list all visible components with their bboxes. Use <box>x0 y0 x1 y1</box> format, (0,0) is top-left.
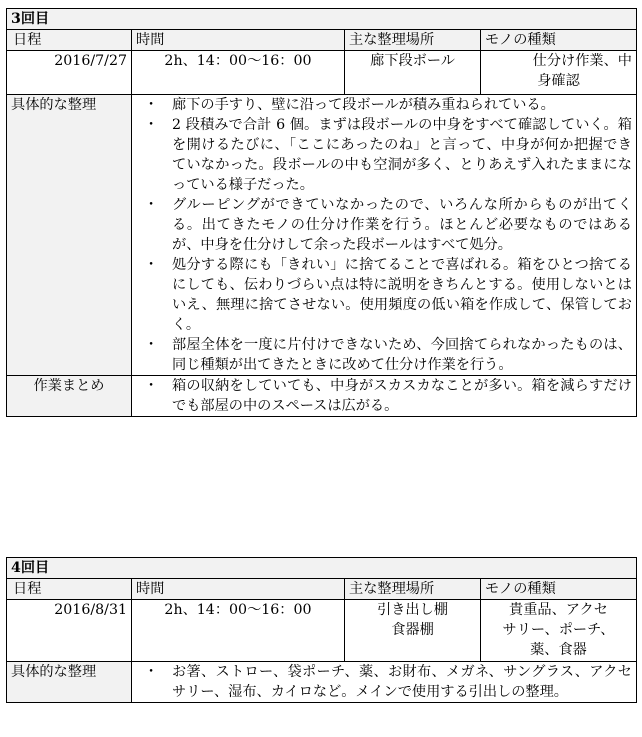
kinds-line: 薬、食器 <box>530 642 587 658</box>
bullet: ・ <box>144 197 159 213</box>
bullet: ・ <box>144 257 159 273</box>
kinds-line: サリー、ポーチ、 <box>502 622 615 638</box>
date-cell: 2016/8/31 <box>7 600 132 662</box>
kinds-line: 貴重品、アクセ <box>509 602 608 618</box>
kinds-cell <box>481 600 637 662</box>
bullet: ・ <box>144 117 159 133</box>
header-place: 主な整理場所 <box>345 30 481 51</box>
detail-item <box>136 115 632 195</box>
time-cell: 2h、14：00〜16：00 <box>132 600 345 662</box>
place-line: 廊下段ボール <box>370 53 455 69</box>
summary-text: 箱の収納をしていても、中身がスカスカなことが多い。箱を減らすだけでも部屋の中のスペースは広がる。 <box>172 378 632 414</box>
kinds-line: 仕分け作業、中 <box>532 53 632 69</box>
summary-label: 作業まとめ <box>7 376 132 417</box>
detail-text: 廊下の手すり、壁に沿って段ボールが積み重ねられている。 <box>172 97 555 113</box>
bullet: ・ <box>144 97 159 113</box>
bullet: ・ <box>144 337 159 353</box>
date-cell: 2016/7/27 <box>7 51 132 95</box>
header-time: 時間 <box>132 579 345 600</box>
bullet: ・ <box>144 664 159 680</box>
detail-item <box>136 335 632 375</box>
detail-item <box>136 662 632 702</box>
detail-cell <box>132 95 637 376</box>
session-3-table <box>6 8 637 417</box>
detail-label: 具体的な整理 <box>7 662 132 703</box>
detail-item <box>136 95 632 115</box>
session-4-table <box>6 557 637 703</box>
summary-cell <box>132 376 637 417</box>
header-time: 時間 <box>132 30 345 51</box>
place-line: 引き出し棚 <box>377 602 448 618</box>
detail-cell <box>132 662 637 703</box>
detail-text: お箸、ストロー、袋ポーチ、薬、お財布、メガネ、サングラス、アクセサリー、湿布、カイロなど。メインで使用する引出しの整理。 <box>172 664 632 700</box>
header-date: 日程 <box>7 579 132 600</box>
header-place: 主な整理場所 <box>345 579 481 600</box>
detail-text: グルーピングができていなかったので、いろんな所からものが出てくる。出てきたモノの仕分け作業を行う。ほとんど必要なものではあるが、中身を仕分けして余った段ボールはすべて処分。 <box>172 197 632 253</box>
detail-text: 部屋全体を一度に片付けできないため、今回捨てられなかったものは、同じ種類が出てきたときに改めて仕分け作業を行う。 <box>172 337 632 373</box>
detail-text: 処分する際にも「きれい」に捨てることで喜ばれる。箱をひとつ捨てるにしても、伝わりづらい点は特に説明をきちんとする。使用しないとはいえ、無理に捨てさせない。使用頻度の低い箱を作成して、保管しておく。 <box>172 257 632 333</box>
session-title: 3回目 <box>7 9 637 30</box>
detail-item <box>136 195 632 255</box>
place-cell <box>345 600 481 662</box>
session-title: 4回目 <box>7 558 637 579</box>
summary-item <box>136 376 632 416</box>
detail-item <box>136 255 632 335</box>
detail-text: 2 段積みで合計 6 個。まずは段ボールの中身をすべて確認していく。箱を開けるたびに、「ここにあったのね」と言って、中身が何か把握できていなかった。段ボールの中も空洞が多く、とりあえず入れたままになっている様子だった。 <box>172 117 632 193</box>
header-kinds: モノの種類 <box>481 30 637 51</box>
place-cell <box>345 51 481 95</box>
place-line: 食器棚 <box>391 622 434 638</box>
time-cell: 2h、14：00〜16：00 <box>132 51 345 95</box>
header-date: 日程 <box>7 30 132 51</box>
kinds-cell <box>481 51 637 95</box>
detail-label: 具体的な整理 <box>7 95 132 376</box>
header-kinds: モノの種類 <box>481 579 637 600</box>
bullet: ・ <box>144 378 159 394</box>
kinds-line: 身確認 <box>537 73 580 89</box>
